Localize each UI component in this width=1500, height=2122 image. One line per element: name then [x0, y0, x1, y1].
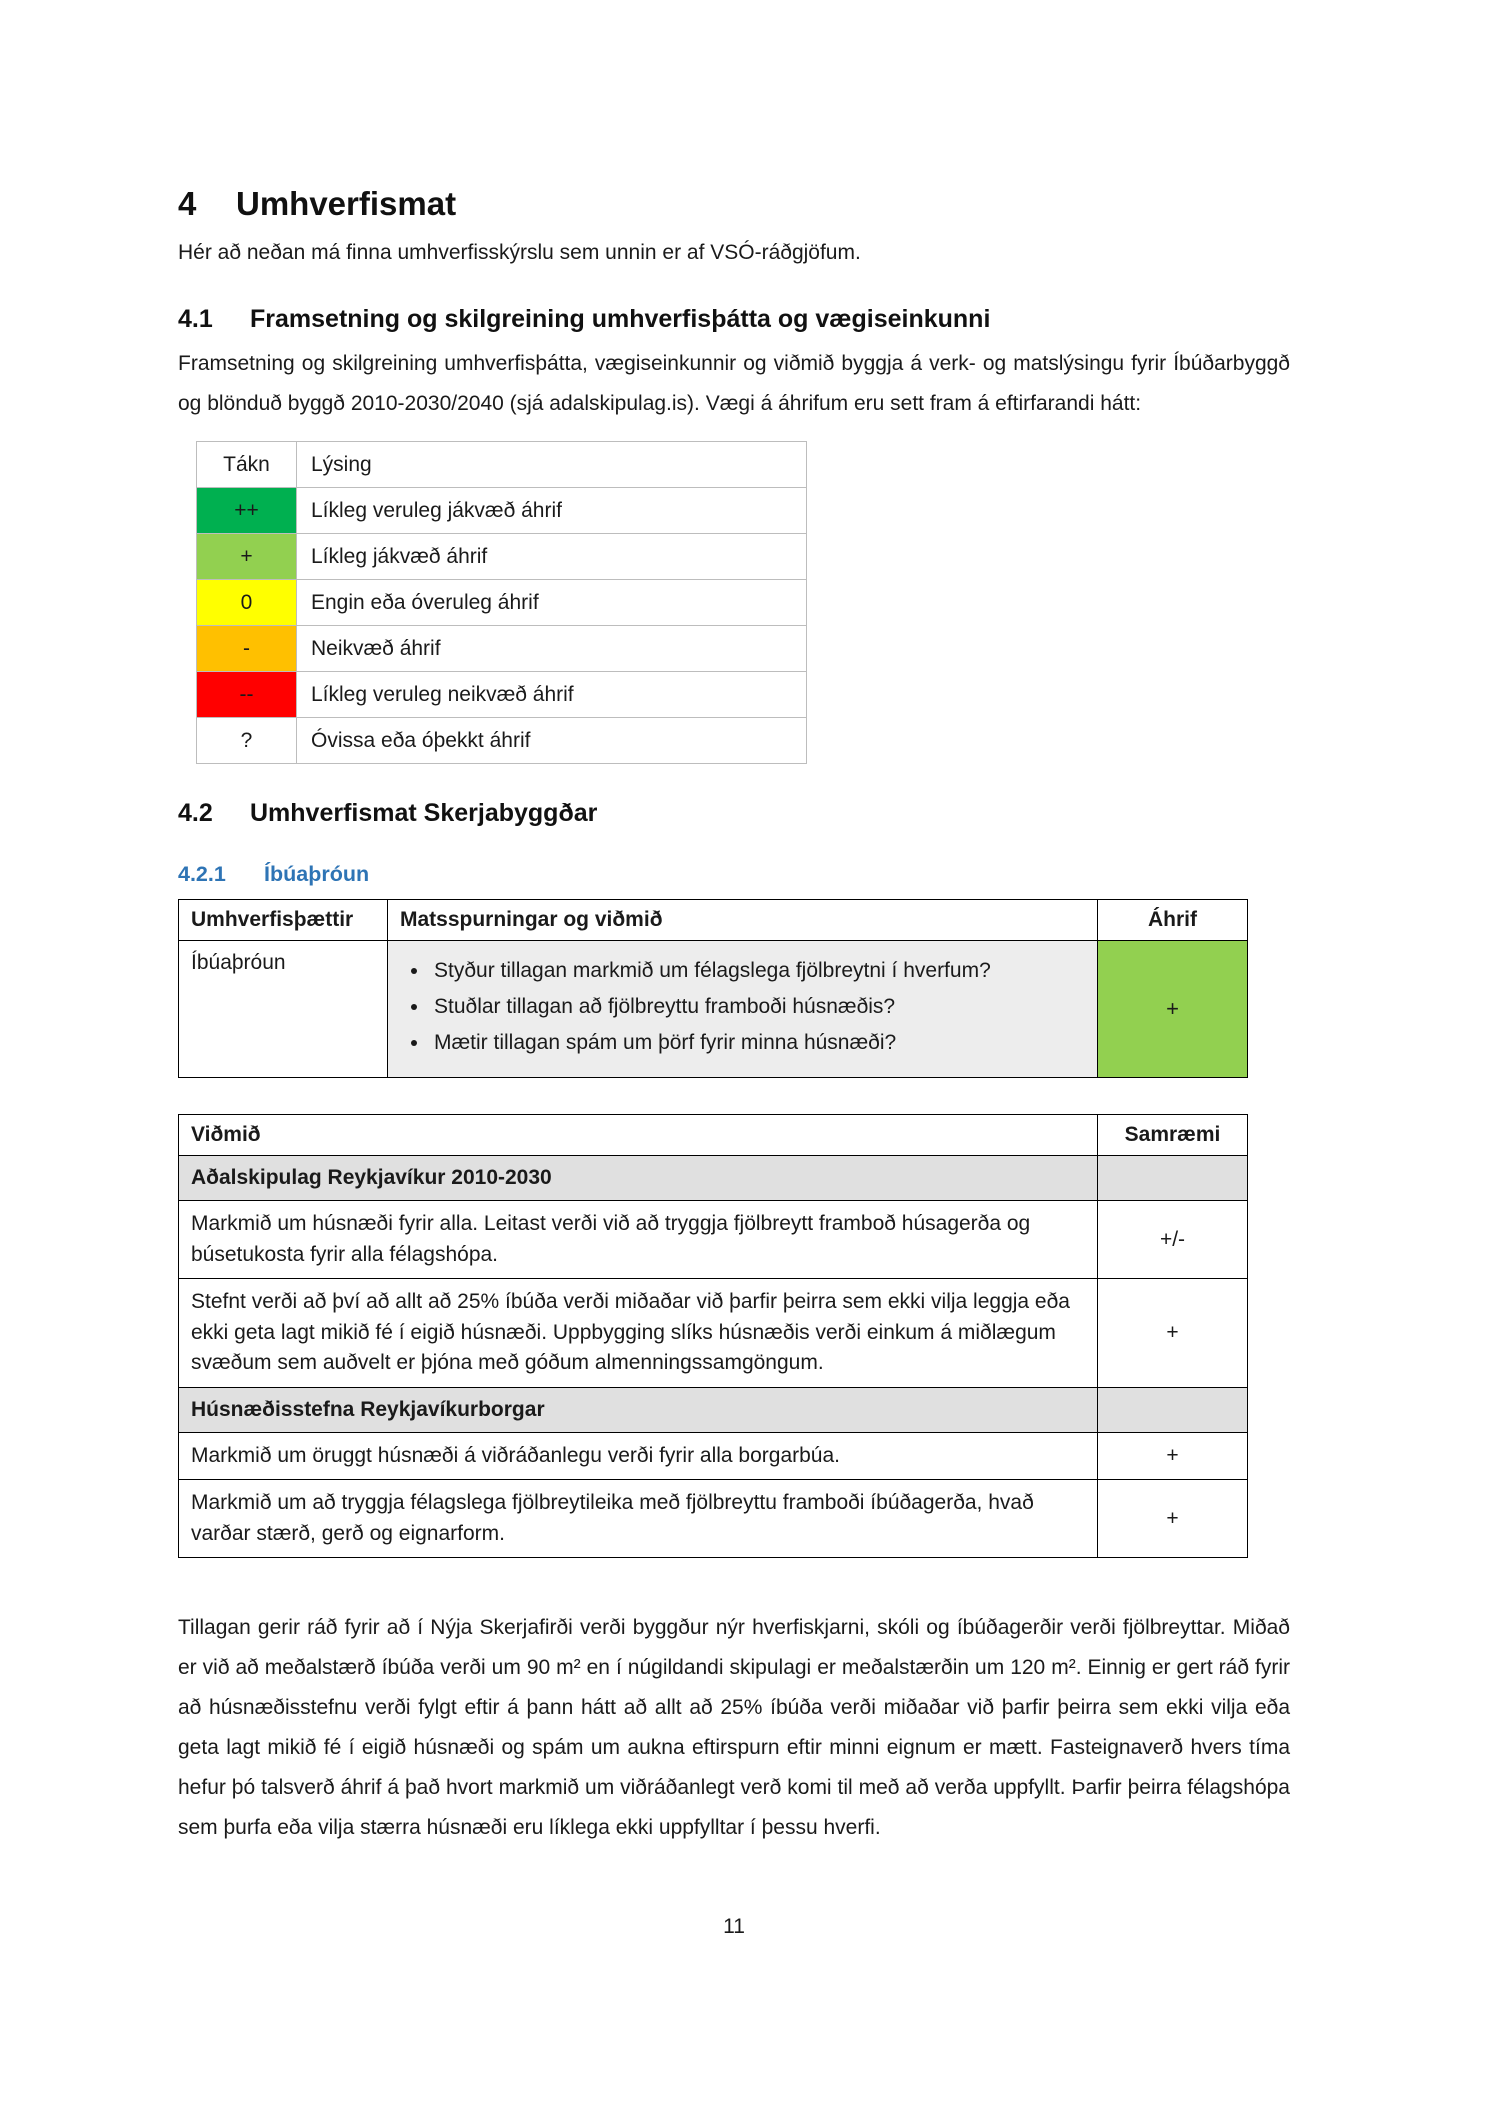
criteria-row: [179, 1201, 1248, 1279]
criteria-header-criteria: Viðmið: [179, 1115, 1098, 1156]
assessment-question-list: [402, 953, 1083, 1061]
criteria-value-cell: +: [1098, 1279, 1248, 1387]
assessment-row: [179, 940, 1248, 1077]
page-number: 11: [723, 1915, 745, 1938]
legend-description-cell: Engin eða óveruleg áhrif: [297, 579, 807, 625]
legend-row: [197, 579, 807, 625]
criteria-table: [178, 1114, 1248, 1558]
legend-row: [197, 717, 807, 763]
assessment-question: • Mætir tillagan spám um þörf fyrir minna húsnæði?: [430, 1025, 1083, 1061]
section-41-number: 4.1: [178, 305, 213, 333]
assessment-header-row: [179, 899, 1248, 940]
assessment-header-impact: Áhrif: [1098, 899, 1248, 940]
criteria-header-compliance: Samræmi: [1098, 1115, 1248, 1156]
assessment-impact-cell: +: [1098, 940, 1248, 1077]
criteria-value-cell: +: [1098, 1432, 1248, 1479]
criteria-text-cell: Markmið um húsnæði fyrir alla. Leitast verði við að tryggja fjölbreytt framboð húsagerða og búsetukosta fyrir alla félagshópa.: [179, 1201, 1098, 1279]
criteria-subheader-row: [179, 1156, 1248, 1201]
section-41-heading: [178, 305, 1290, 334]
criteria-subheader-value: [1098, 1387, 1248, 1432]
intro-paragraph: Hér að neðan má finna umhverfisskýrslu sem unnin er af VSÓ-ráðgjöfum.: [178, 241, 861, 264]
legend-symbol-cell: 0: [197, 579, 297, 625]
legend-description-cell: Líkleg jákvæð áhrif: [297, 533, 807, 579]
criteria-subheader-row: [179, 1387, 1248, 1432]
legend-symbol-cell: ?: [197, 717, 297, 763]
legend-symbol-cell: ++: [197, 487, 297, 533]
assessment-header-factor: Umhverfisþættir: [179, 899, 388, 940]
section-421-number: 4.2.1: [178, 861, 226, 886]
closing-paragraph: Tillagan gerir ráð fyrir að í Nýja Skerjafirði verði byggður nýr hverfiskjarni, skóli og íbúðagerðir verði fjölbreyttar. Miðað er við að meðalstærð íbúða verði um 90 m² en í núgildandi skipulagi er meðalstærðin um 120 m². Einnig er gert ráð fyrir að húsnæðisstefnu verði fylgt eftir á þann hátt að allt að 25% íbúða verði miðaðar við þarfir þeirra sem ekki vilja eða geta lagt mikið fé í eigið húsnæði og spám um aukna eftirspurn eftir minni eignum er mætt. Fasteignaverð hvers tíma hefur þó talsverð áhrif á það hvort markmið um viðráðanlegt verð komi til með að verða uppfyllt. Þarfir þeirra félagshópa sem þurfa eða vilja stærra húsnæði eru líklega ekki uppfylltar í þessu hverfi.: [178, 1616, 1290, 1839]
chapter-heading: [178, 185, 1290, 223]
chapter-number: 4: [178, 185, 197, 222]
section-41-title: Framsetning og skilgreining umhverfisþátta og vægiseinkunni: [250, 305, 991, 333]
criteria-value-cell: +/-: [1098, 1201, 1248, 1279]
legend-row: [197, 625, 807, 671]
section-421-title: Íbúaþróun: [264, 861, 370, 886]
assessment-factor-cell: Íbúaþróun: [179, 940, 388, 1077]
legend-row: [197, 533, 807, 579]
legend-description-cell: Líkleg veruleg neikvæð áhrif: [297, 671, 807, 717]
assessment-question: • Stuðlar tillagan að fjölbreyttu framboði húsnæðis?: [430, 989, 1083, 1025]
section-41-paragraph: Framsetning og skilgreining umhverfisþátta, vægiseinkunnir og viðmið byggja á verk- og matslýsingu fyrir Íbúðarbyggð og blönduð byggð 2010-2030/2040 (sjá adalskipulag.is). Vægi á áhrifum eru sett fram á eftirfarandi hátt:: [178, 352, 1290, 415]
legend-symbol-cell: -: [197, 625, 297, 671]
legend-symbol-cell: +: [197, 533, 297, 579]
impact-legend-table: [196, 441, 807, 764]
legend-header-symbol: Tákn: [197, 441, 297, 487]
assessment-header-questions: Matsspurningar og viðmið: [388, 899, 1098, 940]
criteria-value-cell: +: [1098, 1480, 1248, 1558]
assessment-table: [178, 899, 1248, 1078]
section-42-title: Umhverfismat Skerjabyggðar: [250, 798, 598, 827]
criteria-text-cell: Stefnt verði að því að allt að 25% íbúða verði miðaðar við þarfir þeirra sem ekki vilja leggja eða ekki geta lagt mikið fé í eigið húsnæði. Uppbygging slíks húsnæðis verði einkum á miðlægum svæðum sem auðvelt er þjóna með góðum almenningssamgöngum.: [179, 1279, 1098, 1387]
criteria-text-cell: Markmið um að tryggja félagslega fjölbreytileika með fjölbreyttu framboði íbúðagerða, hvað varðar stærð, gerð og eignarform.: [179, 1480, 1098, 1558]
criteria-subheader-text: Húsnæðisstefna Reykjavíkurborgar: [179, 1387, 1098, 1432]
section-42-number: 4.2: [178, 798, 213, 827]
criteria-row: [179, 1480, 1248, 1558]
legend-description-cell: Óvissa eða óþekkt áhrif: [297, 717, 807, 763]
legend-header-row: [197, 441, 807, 487]
assessment-questions-cell: [388, 940, 1098, 1077]
criteria-row: [179, 1432, 1248, 1479]
legend-symbol-cell: --: [197, 671, 297, 717]
criteria-subheader-text: Aðalskipulag Reykjavíkur 2010-2030: [179, 1156, 1098, 1201]
legend-description-cell: Líkleg veruleg jákvæð áhrif: [297, 487, 807, 533]
chapter-title: Umhverfismat: [236, 185, 457, 222]
legend-row: [197, 671, 807, 717]
legend-description-cell: Neikvæð áhrif: [297, 625, 807, 671]
criteria-header-row: [179, 1115, 1248, 1156]
criteria-row: [179, 1279, 1248, 1387]
criteria-subheader-value: [1098, 1156, 1248, 1201]
section-421-heading: [178, 862, 1290, 887]
legend-row: [197, 487, 807, 533]
legend-header-description: Lýsing: [297, 441, 807, 487]
assessment-question: • Styður tillagan markmið um félagslega fjölbreytni í hverfum?: [430, 953, 1083, 989]
criteria-text-cell: Markmið um öruggt húsnæði á viðráðanlegu verði fyrir alla borgarbúa.: [179, 1432, 1098, 1479]
section-42-heading: [178, 799, 1290, 828]
